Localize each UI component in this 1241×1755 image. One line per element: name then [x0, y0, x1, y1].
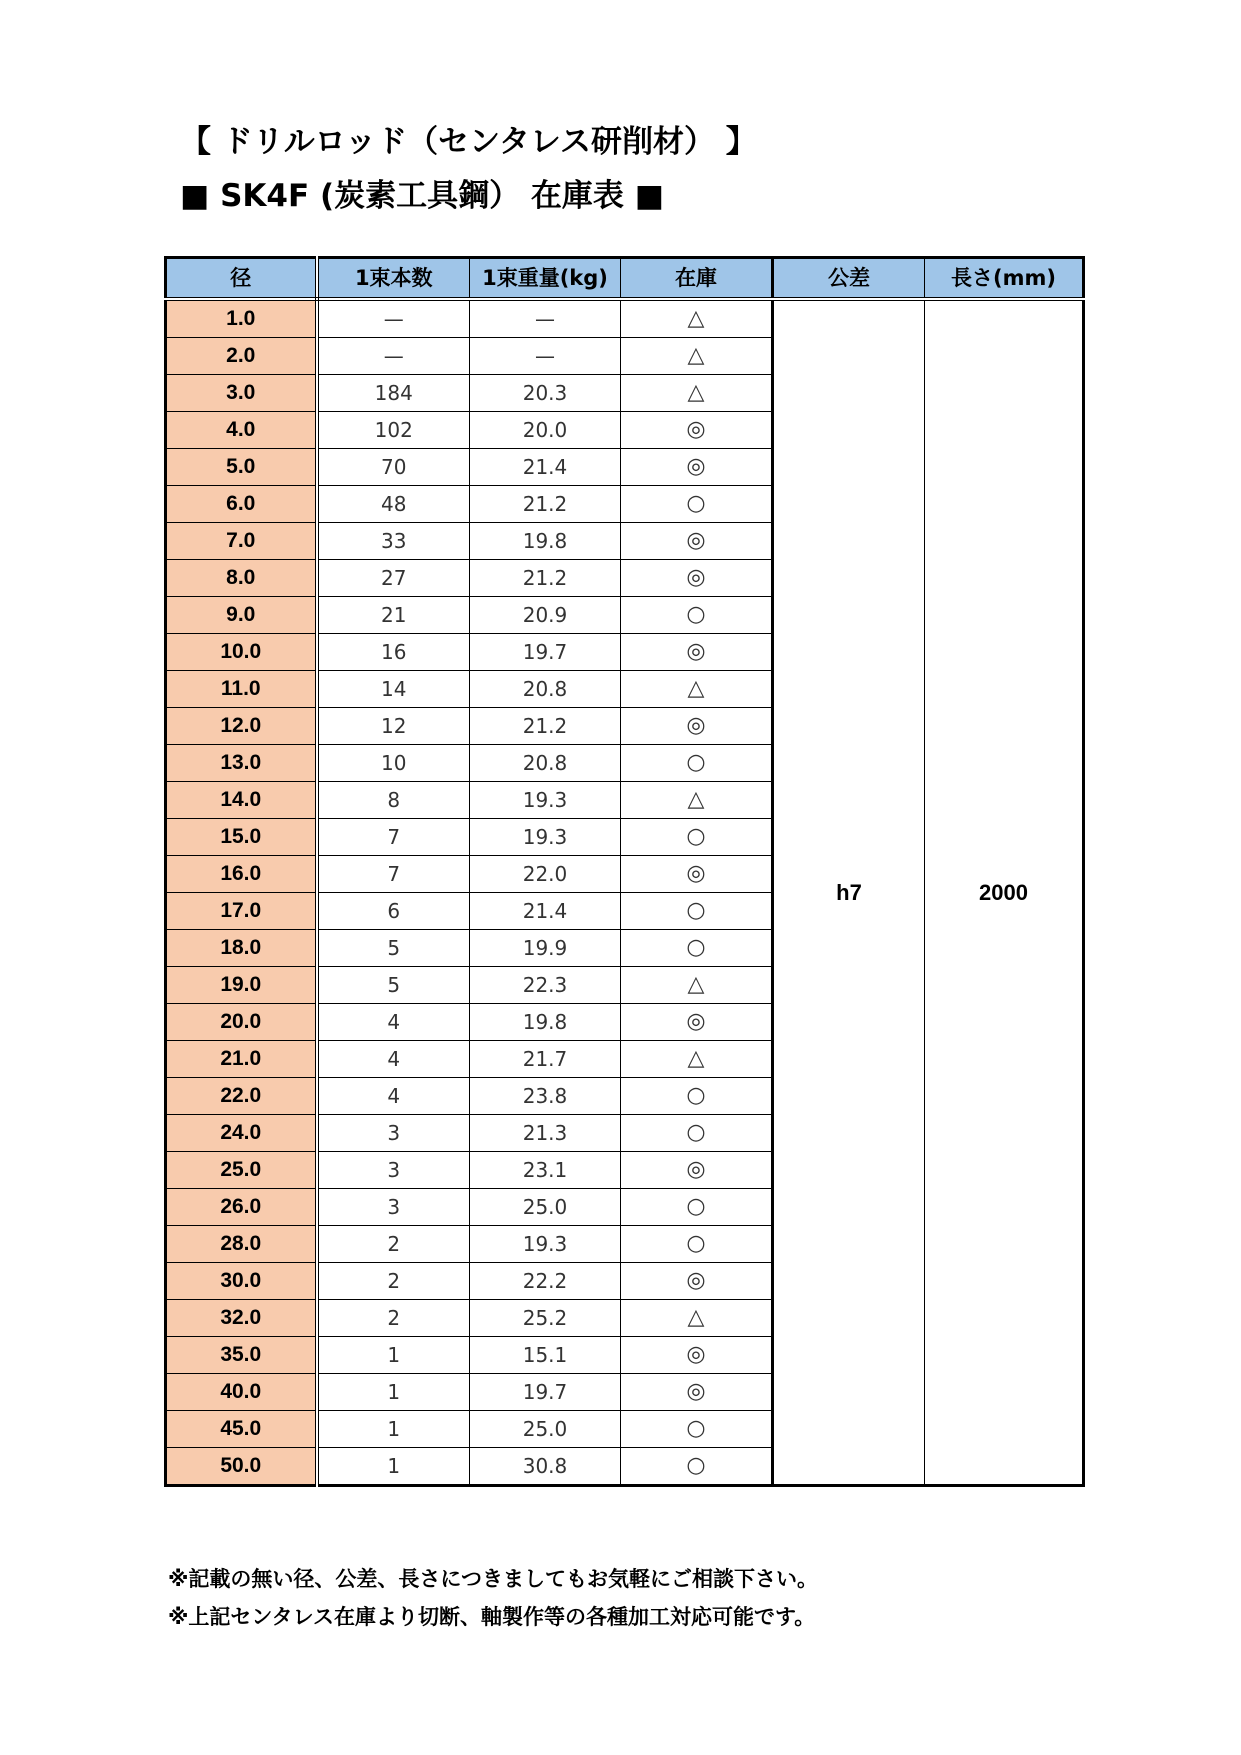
cell-stock-status: ◎ [621, 1152, 773, 1189]
cell-bundle-weight: 20.0 [470, 412, 621, 449]
cell-bundle-count: 48 [317, 486, 470, 523]
cell-bundle-weight: 25.0 [470, 1411, 621, 1448]
cell-diameter: 50.0 [166, 1448, 317, 1486]
cell-bundle-count: 33 [317, 523, 470, 560]
cell-bundle-weight: 21.4 [470, 449, 621, 486]
stock-table [164, 256, 1085, 1487]
cell-diameter: 13.0 [166, 745, 317, 782]
cell-diameter: 19.0 [166, 967, 317, 1004]
cell-stock-status: ◎ [621, 708, 773, 745]
title-material: ■ SK4F (炭素工具鋼） 在庫表 ■ [180, 178, 665, 214]
cell-diameter: 12.0 [166, 708, 317, 745]
header-bundle-count: 1束本数 [317, 258, 470, 300]
cell-bundle-count: 21 [317, 597, 470, 634]
cell-bundle-count: 14 [317, 671, 470, 708]
cell-stock-status: ○ [621, 930, 773, 967]
cell-bundle-weight: 22.0 [470, 856, 621, 893]
cell-diameter: 11.0 [166, 671, 317, 708]
cell-stock-status: ○ [621, 819, 773, 856]
cell-stock-status: △ [621, 375, 773, 412]
cell-diameter: 17.0 [166, 893, 317, 930]
header-diameter: 径 [166, 258, 317, 300]
cell-bundle-weight: 19.8 [470, 523, 621, 560]
cell-bundle-count: 16 [317, 634, 470, 671]
notes [168, 1560, 818, 1636]
cell-bundle-count: 3 [317, 1115, 470, 1152]
cell-diameter: 3.0 [166, 375, 317, 412]
cell-stock-status: ○ [621, 1448, 773, 1486]
cell-diameter: 4.0 [166, 412, 317, 449]
cell-bundle-weight: 20.8 [470, 671, 621, 708]
cell-bundle-count: 8 [317, 782, 470, 819]
cell-stock-status: ◎ [621, 1004, 773, 1041]
cell-stock-status: ◎ [621, 523, 773, 560]
cell-bundle-weight: 19.3 [470, 782, 621, 819]
cell-bundle-count: 2 [317, 1226, 470, 1263]
cell-stock-status: △ [621, 967, 773, 1004]
cell-diameter: 9.0 [166, 597, 317, 634]
cell-diameter: 8.0 [166, 560, 317, 597]
cell-stock-status: △ [621, 1300, 773, 1337]
cell-bundle-count: 4 [317, 1041, 470, 1078]
table-row [166, 299, 1084, 338]
cell-bundle-weight: — [470, 299, 621, 338]
cell-bundle-weight: 25.2 [470, 1300, 621, 1337]
cell-diameter: 15.0 [166, 819, 317, 856]
cell-diameter: 7.0 [166, 523, 317, 560]
cell-bundle-weight: 19.3 [470, 819, 621, 856]
cell-bundle-count: 7 [317, 856, 470, 893]
cell-bundle-count: 1 [317, 1411, 470, 1448]
cell-stock-status: ○ [621, 486, 773, 523]
cell-stock-status: ○ [621, 1411, 773, 1448]
cell-diameter: 24.0 [166, 1115, 317, 1152]
cell-diameter: 18.0 [166, 930, 317, 967]
cell-bundle-count: 4 [317, 1078, 470, 1115]
cell-bundle-weight: 25.0 [470, 1189, 621, 1226]
cell-stock-status: ○ [621, 1115, 773, 1152]
cell-diameter: 30.0 [166, 1263, 317, 1300]
cell-bundle-weight: 19.8 [470, 1004, 621, 1041]
cell-stock-status: ◎ [621, 1337, 773, 1374]
table-header-row [166, 258, 1084, 300]
cell-bundle-count: 3 [317, 1189, 470, 1226]
title-product: 【 ドリルロッド（センタレス研削材） 】 [180, 124, 757, 160]
header-stock: 在庫 [621, 258, 773, 300]
cell-stock-status: ◎ [621, 856, 773, 893]
cell-stock-status: ○ [621, 1189, 773, 1226]
cell-stock-status: △ [621, 299, 773, 338]
cell-stock-status: ○ [621, 893, 773, 930]
cell-bundle-count: 12 [317, 708, 470, 745]
cell-stock-status: △ [621, 338, 773, 375]
cell-stock-status: ◎ [621, 560, 773, 597]
cell-bundle-count: 7 [317, 819, 470, 856]
cell-diameter: 22.0 [166, 1078, 317, 1115]
cell-tolerance: h7 [773, 299, 925, 1486]
cell-bundle-count: 184 [317, 375, 470, 412]
cell-bundle-count: 102 [317, 412, 470, 449]
cell-diameter: 16.0 [166, 856, 317, 893]
cell-bundle-count: 1 [317, 1337, 470, 1374]
cell-bundle-weight: 23.8 [470, 1078, 621, 1115]
note-consultation: ※記載の無い径、公差、長さにつきましてもお気軽にご相談下さい。 [168, 1567, 818, 1591]
cell-bundle-weight: 21.2 [470, 708, 621, 745]
cell-stock-status: ◎ [621, 449, 773, 486]
cell-bundle-count: 4 [317, 1004, 470, 1041]
cell-stock-status: △ [621, 1041, 773, 1078]
cell-diameter: 20.0 [166, 1004, 317, 1041]
cell-bundle-weight: 20.9 [470, 597, 621, 634]
cell-bundle-count: 1 [317, 1374, 470, 1411]
cell-bundle-weight: 20.8 [470, 745, 621, 782]
cell-bundle-count: 1 [317, 1448, 470, 1486]
cell-stock-status: △ [621, 671, 773, 708]
cell-diameter: 2.0 [166, 338, 317, 375]
cell-bundle-count: 5 [317, 930, 470, 967]
cell-diameter: 14.0 [166, 782, 317, 819]
cell-stock-status: ○ [621, 745, 773, 782]
cell-bundle-count: 70 [317, 449, 470, 486]
cell-diameter: 21.0 [166, 1041, 317, 1078]
cell-bundle-weight: 21.2 [470, 486, 621, 523]
cell-bundle-count: 2 [317, 1263, 470, 1300]
cell-bundle-count: — [317, 299, 470, 338]
cell-stock-status: ◎ [621, 634, 773, 671]
cell-bundle-weight: 19.9 [470, 930, 621, 967]
cell-bundle-weight: 19.7 [470, 1374, 621, 1411]
cell-diameter: 1.0 [166, 299, 317, 338]
cell-bundle-count: 10 [317, 745, 470, 782]
cell-bundle-weight: 23.1 [470, 1152, 621, 1189]
header-tolerance: 公差 [773, 258, 925, 300]
cell-diameter: 5.0 [166, 449, 317, 486]
cell-bundle-weight: 21.4 [470, 893, 621, 930]
header-bundle-weight: 1束重量(kg) [470, 258, 621, 300]
cell-diameter: 10.0 [166, 634, 317, 671]
cell-bundle-weight: 21.7 [470, 1041, 621, 1078]
cell-bundle-weight: 21.3 [470, 1115, 621, 1152]
cell-diameter: 26.0 [166, 1189, 317, 1226]
cell-diameter: 25.0 [166, 1152, 317, 1189]
cell-stock-status: ○ [621, 597, 773, 634]
cell-bundle-weight: — [470, 338, 621, 375]
cell-bundle-weight: 21.2 [470, 560, 621, 597]
cell-bundle-weight: 19.7 [470, 634, 621, 671]
header-length: 長さ(mm) [925, 258, 1084, 300]
cell-stock-status: ◎ [621, 1263, 773, 1300]
cell-bundle-count: 5 [317, 967, 470, 1004]
cell-bundle-weight: 22.2 [470, 1263, 621, 1300]
cell-bundle-weight: 15.1 [470, 1337, 621, 1374]
cell-stock-status: ◎ [621, 1374, 773, 1411]
cell-bundle-count: 27 [317, 560, 470, 597]
cell-bundle-weight: 20.3 [470, 375, 621, 412]
cell-diameter: 35.0 [166, 1337, 317, 1374]
cell-diameter: 40.0 [166, 1374, 317, 1411]
cell-stock-status: ◎ [621, 412, 773, 449]
cell-bundle-weight: 22.3 [470, 967, 621, 1004]
cell-bundle-weight: 30.8 [470, 1448, 621, 1486]
cell-diameter: 45.0 [166, 1411, 317, 1448]
cell-stock-status: ○ [621, 1078, 773, 1115]
note-processing: ※上記センタレス在庫より切断、軸製作等の各種加工対応可能です。 [168, 1605, 816, 1629]
cell-stock-status: ○ [621, 1226, 773, 1263]
cell-bundle-count: 6 [317, 893, 470, 930]
cell-stock-status: △ [621, 782, 773, 819]
cell-bundle-count: 2 [317, 1300, 470, 1337]
cell-diameter: 28.0 [166, 1226, 317, 1263]
cell-bundle-weight: 19.3 [470, 1226, 621, 1263]
cell-diameter: 6.0 [166, 486, 317, 523]
cell-diameter: 32.0 [166, 1300, 317, 1337]
cell-bundle-count: — [317, 338, 470, 375]
cell-bundle-count: 3 [317, 1152, 470, 1189]
cell-length: 2000 [925, 299, 1084, 1486]
